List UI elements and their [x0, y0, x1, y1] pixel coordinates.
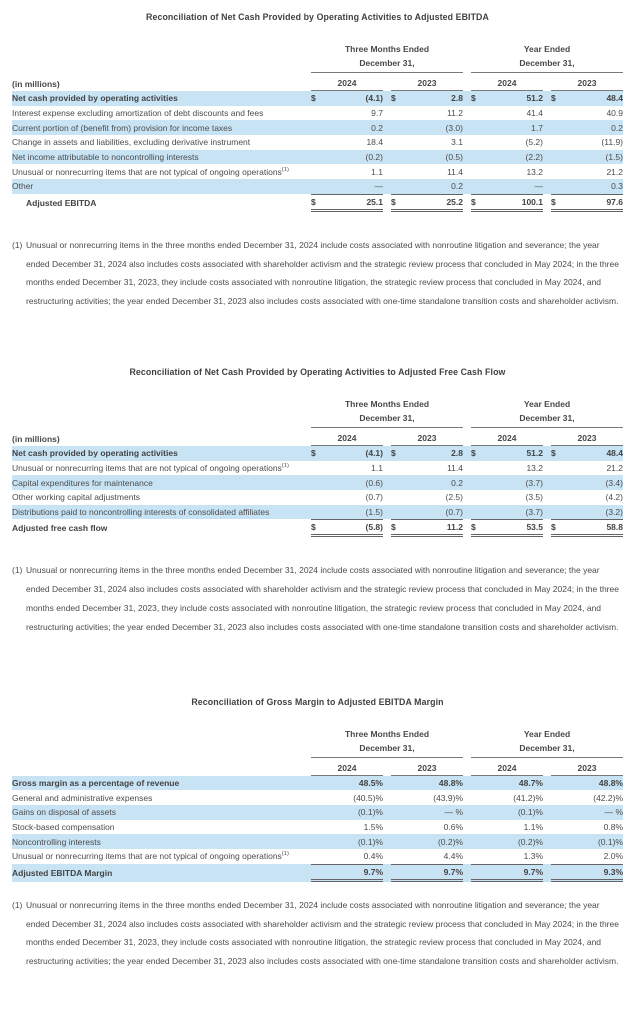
cell-value: 11.4 [447, 166, 463, 177]
cell-value: (40.5)% [353, 792, 383, 803]
cell-value: 4.4% [443, 851, 463, 862]
cell-value: 100.1 [521, 196, 543, 207]
value-cell [391, 91, 463, 106]
cell-value: (0.6) [365, 477, 383, 488]
table-title: Reconciliation of Gross Margin to Adjusted EBITDA Margin [191, 696, 444, 707]
financial-table [12, 397, 623, 537]
col-group-label: Year Ended [523, 728, 571, 739]
year-label: 2024 [471, 761, 543, 776]
column-group-header-row [12, 727, 623, 742]
cell-value: (0.1)% [357, 807, 383, 818]
cell-value: 1.1% [523, 822, 543, 833]
value-cell [551, 150, 623, 165]
table-row [12, 179, 623, 194]
cell-value: 9.3% [603, 866, 623, 877]
cell-value: 0.2 [371, 122, 383, 133]
value-cell [551, 91, 623, 106]
year-label: 2023 [391, 431, 463, 446]
cell-value: (0.2)% [437, 836, 463, 847]
column-subheader-row [12, 412, 623, 428]
value-cell [551, 849, 623, 864]
value-cell [311, 135, 383, 150]
row-label: Gains on disposal of assets [12, 807, 116, 818]
cell-value: 21.2 [606, 166, 623, 177]
value-cell [551, 790, 623, 805]
footnote-marker: (1) [12, 565, 23, 576]
value-cell [471, 446, 543, 461]
value-cell [551, 461, 623, 476]
table-row [12, 505, 623, 520]
currency-symbol: $ [311, 93, 316, 104]
value-cell [551, 106, 623, 121]
cell-value: (2.2) [525, 152, 543, 163]
cell-value: (1.5) [365, 507, 383, 518]
cell-value: 40.9 [606, 108, 623, 119]
row-label: Capital expenditures for maintenance [12, 477, 153, 488]
value-cell [391, 150, 463, 165]
year-label: 2023 [391, 761, 463, 776]
col-group-label: Three Months Ended [344, 44, 430, 54]
table-row [12, 849, 623, 864]
column-subheader-row [12, 742, 623, 758]
row-label: Unusual or nonrecurring items that are not typical of ongoing operations$^{(1)}$ [12, 463, 289, 474]
col-group-label: Three Months Ended [344, 728, 430, 739]
currency-symbol: $ [471, 196, 476, 207]
cell-value: 9.7% [523, 866, 543, 877]
cell-value: 21.2 [606, 463, 623, 474]
value-cell [471, 519, 543, 537]
value-cell [311, 446, 383, 461]
value-cell [311, 120, 383, 135]
cell-value: (0.7) [365, 492, 383, 503]
cell-value: 0.8% [603, 822, 623, 833]
cell-value: (4.1) [365, 93, 383, 104]
cell-value: (3.7) [525, 507, 543, 518]
footnote-ref: (1) [281, 463, 289, 470]
currency-symbol: $ [391, 522, 396, 533]
cell-value: 1.5% [363, 822, 383, 833]
value-cell [391, 120, 463, 135]
table-row [12, 446, 623, 461]
cell-value: 48.8% [598, 777, 623, 788]
table-row [12, 490, 623, 505]
ebitda-margin-reconciliation-section [12, 697, 623, 971]
cell-value: 18.4 [366, 137, 383, 148]
cell-value: 11.2 [447, 108, 463, 119]
col-group-label: Three Months Ended [344, 399, 430, 409]
value-cell [551, 490, 623, 505]
row-label: Gross margin as a percentage of revenue [12, 777, 180, 788]
table-row [12, 194, 623, 212]
value-cell [471, 864, 543, 882]
value-cell [391, 834, 463, 849]
value-cell [471, 849, 543, 864]
value-cell [551, 446, 623, 461]
cell-value: 25.2 [446, 196, 463, 207]
year-label: 2024 [311, 76, 383, 91]
cell-value: 41.4 [526, 108, 543, 119]
row-label: Net cash provided by operating activities [12, 93, 178, 104]
value-cell [311, 849, 383, 864]
row-label: Distributions paid to noncontrolling interests of consolidated affiliates [12, 507, 270, 518]
col-group-label: Year Ended [523, 44, 571, 54]
units-label: (in millions) [12, 434, 60, 444]
cell-value: 13.2 [526, 166, 543, 177]
cell-value: (0.2) [365, 152, 383, 163]
value-cell [471, 805, 543, 820]
value-cell [391, 135, 463, 150]
value-cell [471, 164, 543, 179]
footnote [12, 561, 623, 636]
value-cell [311, 505, 383, 520]
cell-value: (3.2) [605, 507, 623, 518]
cell-value: (4.2) [605, 492, 623, 503]
footnote-ref: (1) [281, 166, 289, 173]
table-row [12, 776, 623, 791]
value-cell [311, 150, 383, 165]
cell-value: (4.1) [365, 448, 383, 459]
value-cell [311, 490, 383, 505]
cell-value: (3.5) [525, 492, 543, 503]
cell-value: 48.5% [358, 777, 383, 788]
value-cell [551, 805, 623, 820]
row-label: Adjusted EBITDA Margin [12, 867, 113, 878]
table-row [12, 461, 623, 476]
row-label: Unusual or nonrecurring items that are not typical of ongoing operations$^{(1)}$ [12, 166, 289, 177]
cell-value: (0.5) [445, 152, 463, 163]
footnote-marker: (1) [12, 239, 23, 250]
cell-value: 48.4 [606, 448, 623, 459]
cell-value: (0.2)% [517, 836, 543, 847]
cell-value: 11.4 [447, 463, 463, 474]
value-cell [311, 475, 383, 490]
cell-value: 3.1 [451, 137, 463, 148]
ebitda-reconciliation-section [12, 12, 623, 311]
cell-value: 1.7 [531, 122, 543, 133]
value-cell [391, 106, 463, 121]
value-cell [391, 849, 463, 864]
cell-value: 51.2 [526, 448, 543, 459]
value-cell [471, 790, 543, 805]
value-cell [471, 150, 543, 165]
currency-symbol: $ [551, 196, 556, 207]
value-cell [311, 776, 383, 791]
value-cell [311, 91, 383, 106]
cell-value: 25.1 [366, 196, 383, 207]
cell-value: 58.8 [606, 522, 623, 533]
cell-value: (0.1)% [357, 836, 383, 847]
value-cell [551, 864, 623, 882]
cell-value: — % [444, 807, 463, 818]
value-cell [311, 820, 383, 835]
year-label: 2024 [471, 76, 543, 91]
table-title: Reconciliation of Net Cash Provided by Operating Activities to Adjusted EBITDA [146, 12, 489, 22]
footnote [12, 236, 623, 311]
row-label: Net income attributable to noncontrolling interests [12, 152, 199, 163]
value-cell [311, 834, 383, 849]
cell-value: 0.2 [611, 122, 623, 133]
financial-table [12, 727, 623, 882]
footnote-text: Unusual or nonrecurring items in the three months ended December 31, 2024 include costs associated with nonroutine litigation and severance; the year ended December 31, 2024 also includes costs associated with shareholder activism and the strategic review process that concluded in May 2024; in the three months ended December 31, 2023, they include costs associated with nonroutine litigation, the strategic review process that concluded in May 2024, and restructuring activities; the year ended December 31, 2023 also includes costs associated with one-time standalone transition costs and shareholder activism. [26, 899, 619, 967]
cell-value: — % [604, 807, 623, 818]
cell-value: 0.2 [451, 477, 463, 488]
value-cell [391, 790, 463, 805]
cell-value: 2.8 [451, 448, 463, 459]
value-cell [551, 194, 623, 212]
value-cell [471, 461, 543, 476]
currency-symbol: $ [471, 93, 476, 104]
row-label: Adjusted free cash flow [12, 523, 108, 534]
table-row [12, 519, 623, 537]
cell-value: (5.8) [365, 522, 383, 533]
footnote-text: Unusual or nonrecurring items in the three months ended December 31, 2024 include costs associated with nonroutine litigation and severance; the year ended December 31, 2024 also includes costs associated with shareholder activism and the strategic review process that concluded in May 2024; in the three months ended December 31, 2023, they include costs associated with nonroutine litigation, the strategic review process that concluded in May 2024, and restructuring activities; the year ended December 31, 2023 also includes costs associated with one-time standalone transition costs and shareholder activism. [26, 565, 619, 632]
cell-value: — [534, 181, 543, 192]
table-row [12, 150, 623, 165]
column-group-header-row [12, 42, 623, 57]
cell-value: 13.2 [526, 463, 543, 474]
cell-value: (42.2)% [593, 792, 623, 803]
value-cell [471, 135, 543, 150]
column-group-header-row [12, 397, 623, 412]
table-row [12, 120, 623, 135]
table-row [12, 834, 623, 849]
cell-value: 11.2 [446, 522, 463, 533]
value-cell [551, 820, 623, 835]
cell-value: (3.4) [605, 477, 623, 488]
col-subgroup-label: December 31, [311, 57, 463, 73]
currency-symbol: $ [551, 93, 556, 104]
cell-value: 51.2 [526, 93, 543, 104]
currency-symbol: $ [391, 448, 396, 459]
financial-table [12, 42, 623, 212]
value-cell [471, 120, 543, 135]
currency-symbol: $ [311, 522, 316, 533]
value-cell [471, 505, 543, 520]
footnote-text: Unusual or nonrecurring items in the three months ended December 31, 2024 include costs associated with nonroutine litigation and severance; the year ended December 31, 2024 also includes costs associated with shareholder activism and the strategic review process that concluded in May 2024; in the three months ended December 31, 2023, they include costs associated with nonroutine litigation, the strategic review process that concluded in May 2024, and restructuring activities; the year ended December 31, 2023 also includes costs associated with one-time standalone transition costs and shareholder activism. [26, 239, 619, 307]
value-cell [471, 106, 543, 121]
cell-value: 1.1 [371, 166, 383, 177]
cell-value: 9.7% [443, 866, 463, 877]
cell-value: (0.1)% [517, 807, 543, 818]
footnote-ref: (1) [281, 851, 289, 858]
row-label: Other [12, 181, 34, 192]
year-label: 2023 [551, 76, 623, 91]
currency-symbol: $ [551, 522, 556, 533]
currency-symbol: $ [551, 448, 556, 459]
cell-value: (3.7) [525, 477, 543, 488]
value-cell [391, 519, 463, 537]
year-label: 2023 [551, 431, 623, 446]
cell-value: 1.3% [523, 851, 543, 862]
value-cell [391, 805, 463, 820]
year-label: 2023 [551, 761, 623, 776]
footnote-marker: (1) [12, 899, 23, 910]
table-row [12, 864, 623, 882]
col-subgroup-label: December 31, [311, 742, 463, 758]
value-cell [311, 864, 383, 882]
value-cell [391, 475, 463, 490]
year-label: 2024 [311, 761, 383, 776]
value-cell [311, 106, 383, 121]
value-cell [471, 820, 543, 835]
cell-value: 53.5 [526, 522, 543, 533]
currency-symbol: $ [471, 448, 476, 459]
row-label: Adjusted EBITDA [26, 197, 97, 208]
value-cell [551, 834, 623, 849]
cell-value: 0.2 [451, 181, 463, 192]
value-cell [551, 505, 623, 520]
value-cell [551, 135, 623, 150]
value-cell [551, 519, 623, 537]
footnote [12, 896, 623, 971]
col-group-label: Year Ended [523, 399, 571, 409]
value-cell [311, 805, 383, 820]
currency-symbol: $ [311, 448, 316, 459]
value-cell [311, 194, 383, 212]
cell-value: (2.5) [445, 492, 463, 503]
value-cell [551, 179, 623, 194]
value-cell [311, 519, 383, 537]
year-label: 2024 [311, 431, 383, 446]
row-label: Other working capital adjustments [12, 492, 141, 503]
row-label: Unusual or nonrecurring items that are not typical of ongoing operations$^{(1)}$ [12, 851, 289, 862]
currency-symbol: $ [391, 196, 396, 207]
table-row [12, 91, 623, 106]
year-header-row [12, 431, 623, 446]
cell-value: 0.4% [363, 851, 383, 862]
value-cell [391, 490, 463, 505]
currency-symbol: $ [471, 522, 476, 533]
units-label [12, 774, 303, 776]
value-cell [471, 179, 543, 194]
year-header-row [12, 76, 623, 91]
table-row [12, 790, 623, 805]
value-cell [311, 790, 383, 805]
cell-value: (41.2)% [513, 792, 543, 803]
col-subgroup-label: December 31, [471, 412, 623, 428]
currency-symbol: $ [311, 196, 316, 207]
cell-value: 48.4 [606, 93, 623, 104]
value-cell [391, 179, 463, 194]
cell-value: 48.8% [438, 777, 463, 788]
table-row [12, 106, 623, 121]
table-row [12, 475, 623, 490]
value-cell [471, 475, 543, 490]
value-cell [311, 179, 383, 194]
column-subheader-row [12, 57, 623, 73]
cell-value: (3.0) [445, 122, 463, 133]
year-label: 2023 [391, 76, 463, 91]
value-cell [551, 475, 623, 490]
year-header-row [12, 761, 623, 776]
cell-value: 9.7 [371, 108, 383, 119]
free-cash-flow-reconciliation-section [12, 367, 623, 637]
cell-value: 9.7% [363, 866, 383, 877]
value-cell [311, 164, 383, 179]
table-row [12, 164, 623, 179]
value-cell [391, 864, 463, 882]
table-row [12, 805, 623, 820]
value-cell [471, 776, 543, 791]
value-cell [551, 120, 623, 135]
col-subgroup-label: December 31, [311, 412, 463, 428]
cell-value: 48.7% [518, 777, 543, 788]
cell-value: (43.9)% [433, 792, 463, 803]
value-cell [551, 776, 623, 791]
value-cell [311, 461, 383, 476]
cell-value: 97.6 [606, 196, 623, 207]
cell-value: 2.0% [603, 851, 623, 862]
value-cell [471, 91, 543, 106]
cell-value: 2.8 [451, 93, 463, 104]
value-cell [391, 776, 463, 791]
value-cell [391, 820, 463, 835]
table-row [12, 820, 623, 835]
cell-value: 0.3 [611, 181, 623, 192]
cell-value: (5.2) [525, 137, 543, 148]
row-label: Net cash provided by operating activities [12, 448, 178, 459]
cell-value: (0.1)% [597, 836, 623, 847]
row-label: Current portion of (benefit from) provision for income taxes [12, 122, 233, 133]
row-label: Change in assets and liabilities, excluding derivative instrument [12, 137, 251, 148]
cell-value: (11.9) [601, 137, 623, 148]
value-cell [551, 164, 623, 179]
value-cell [391, 164, 463, 179]
row-label: General and administrative expenses [12, 792, 153, 803]
cell-value: 0.6% [443, 822, 463, 833]
currency-symbol: $ [391, 93, 396, 104]
value-cell [391, 505, 463, 520]
value-cell [471, 194, 543, 212]
cell-value: — [374, 181, 383, 192]
cell-value: (0.7) [445, 507, 463, 518]
value-cell [471, 490, 543, 505]
table-title: Reconciliation of Net Cash Provided by Operating Activities to Adjusted Free Cash Flow [129, 367, 506, 377]
year-label: 2024 [471, 431, 543, 446]
row-label: Interest expense excluding amortization of debt discounts and fees [12, 108, 264, 119]
value-cell [391, 461, 463, 476]
row-label: Stock-based compensation [12, 822, 115, 833]
cell-value: 1.1 [371, 463, 383, 474]
value-cell [471, 834, 543, 849]
value-cell [391, 446, 463, 461]
value-cell [391, 194, 463, 212]
table-row [12, 135, 623, 150]
row-label: Noncontrolling interests [12, 836, 101, 847]
col-subgroup-label: December 31, [471, 57, 623, 73]
cell-value: (1.5) [605, 152, 623, 163]
col-subgroup-label: December 31, [471, 742, 623, 758]
units-label: (in millions) [12, 79, 60, 89]
